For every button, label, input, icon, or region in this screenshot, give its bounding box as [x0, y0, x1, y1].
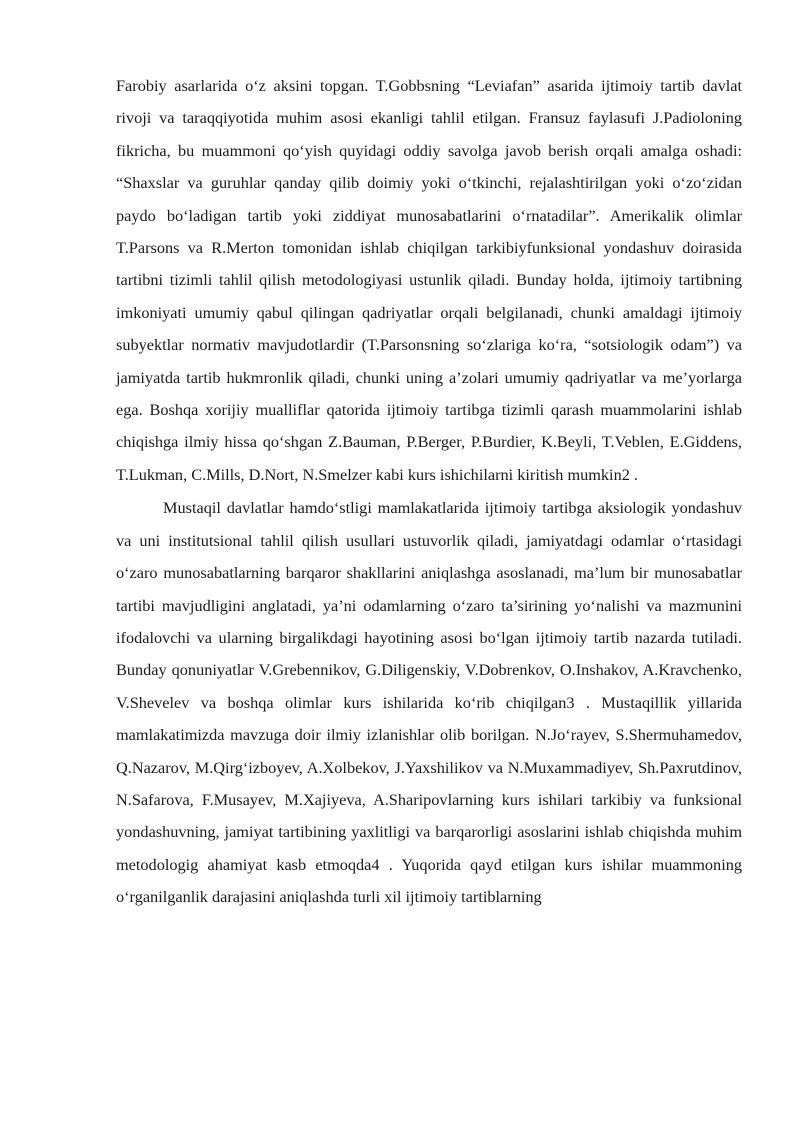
paragraph-2: Mustaqil davlatlar hamdo‘stligi mamlakatlarida ijtimoiy tartibga aksiologik yondashuv va uni institutsional tahlil qilish usullari ustuvorlik qiladi, jamiyatdagi odamlar o‘rtasidagi o‘zaro munosabatlarning barqaror shakllarini aniqlashga asoslanadi, ma’lum bir munosabatlar tartibi mavjudligini anglatadi, ya’ni odamlarning o‘zaro ta’sirining yo‘nalishi va mazmunini ifodalovchi va ularning birgalikdagi hayotining asosi bo‘lgan ijtimoiy tartib nazarda tutiladi. Bunday qonuniyatlar V.Grebennikov, G.Diligenskiy, V.Dobrenkov, O.Inshakov, A.Kravchenko, V.Shevelev va boshqa olimlar kurs ishilarida ko‘rib chiqilgan3 . Mustaqillik yillarida mamlakatimizda mavzuga doir ilmiy izlanishlar olib borilgan. N.Jo‘rayev, S.Shermuhamedov, Q.Nazarov, M.Qirg‘izboyev, A.Xolbekov, J.Yaxshilikov va N.Muxammadiyev, Sh.Paxrutdinov, N.Safarova, F.Musayev, M.Xajiyeva, A.Sharipovlarning kurs ishilari tarkibiy va funksional yondashuvning, jamiyat tartibining yaxlitligi va barqarorligi asoslarini ishlab chiqishda muhim metodologig ahamiyat kasb etmoqda4 . Yuqorida qayd etilgan kurs ishilar muammoning o‘rganilganlik darajasini aniqlashda turli xil ijtimoiy tartiblarning — [116, 498, 742, 907]
paragraph-1: Farobiy asarlarida o‘z aksini topgan. T.Gobbsning “Leviafan” asarida ijtimoiy tartib davlat rivoji va taraqqiyotida muhim asosi ekanligi tahlil etilgan. Fransuz faylasufi J.Padioloning fikricha, bu muammoni qo‘yish quyidagi oddiy savolga javob berish orqali amalga oshadi: “Shaxslar va guruhlar qanday qilib doimiy yoki o‘tkinchi, rejalashtirilgan yoki o‘zo‘zidan paydo bo‘ladigan tartib yoki ziddiyat munosabatlarini o‘rnatadilar”. Amerikalik olimlar T.Parsons va R.Merton tomonidan ishlab chiqilgan tarkibiyfunksional yondashuv doirasida tartibni tizimli tahlil qilish metodologiyasi ustunlik qiladi. Bunday holda, ijtimoiy tartibning imkoniyati umumiy qabul qilingan qadriyatlar orqali belgilanadi, chunki amaldagi ijtimoiy subyektlar normativ mavjudotlardir (T.Parsonsning so‘zlariga ko‘ra, “sotsiologik odam”) va jamiyatda tartib hukmronlik qiladi, chunki uning a’zolari umumiy qadriyatlar va me’yorlarga ega. Boshqa xorijiy mualliflar qatorida ijtimoiy tartibga tizimli qarash muammolarini ishlab chiqishga ilmiy hissa qo‘shgan Z.Bauman, P.Berger, P.Burdier, K.Beyli, T.Veblen, E.Giddens, T.Lukman, C.Mills, D.Nort, N.Smelzer kabi kurs ishichilarni kiritish mumkin2 . — [116, 76, 742, 484]
document-page — [116, 70, 742, 914]
